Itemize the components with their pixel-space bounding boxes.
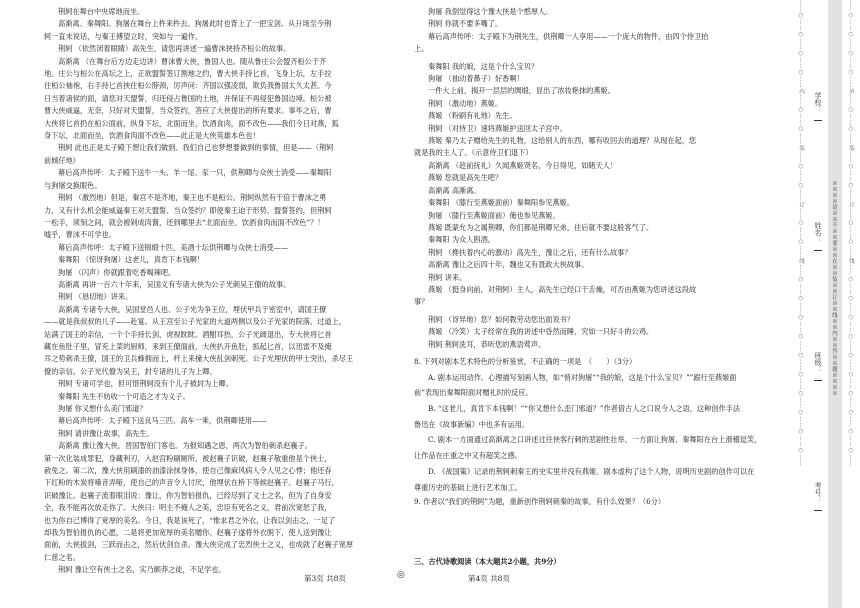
text-line: 荆轲 （讶异地）您？如何教劳动您出面说书？ bbox=[428, 314, 575, 324]
text-line: 身下坛，北面而坐，饮酒食肉面不改色——此正是大侠英雄本色也！ bbox=[44, 131, 260, 141]
binding-inner-dash-line bbox=[794, 0, 808, 608]
label-school: 学校： bbox=[814, 92, 822, 113]
text-line: 面前，大侠拔剑，三跃而击之，然后伏剑自杀。豫大侠完成了忠烈侠士之义，也成就了赵襄子宽厚 bbox=[44, 540, 354, 550]
inner-dash-text: ……○……○……○……○……内……○……○……装……○……○……订……○……○……线……○……○……○……○……○……○……○……○……○……○…… bbox=[798, 0, 804, 467]
outer-dash-text: ……○……○……○……○……外……○……○……装……○……○……订……○……○……线……○……○……○……○……○……○……○……○……○……○…… bbox=[848, 0, 854, 467]
text-line: 高渐离 （在舞台后方边走边讲）曹沫曹大侠，鲁国人也。随从鲁庄公会盟齐桓公于齐 bbox=[58, 56, 327, 66]
text-line: 荆轲 此也正是太子殿下想让我们做到、我们自己也梦想要做到的事情，但是——（荆轲 bbox=[58, 143, 334, 153]
text-line: 狗屠 （抽动着鼻子）好香啊！ bbox=[428, 74, 524, 84]
text-line: 仁慈之名。 bbox=[44, 552, 80, 562]
text-line: 僚的亲信。公子光代僚为吴王，封专诸的儿子为上卿。 bbox=[44, 366, 217, 376]
page-number-right: 第4页 共8页 bbox=[468, 574, 510, 583]
label-exam-number: 考号： bbox=[814, 482, 822, 503]
text-line: 与狗屠交换眼色。 bbox=[44, 180, 102, 190]
text-line: 第一次化装成罪犯，身藏利刃，入赵宫粉刷厕所，被赵襄子识破，赵襄子敬重他是个侠士， bbox=[44, 453, 332, 463]
text-line: 识破豫让。赵襄子流着眼泪说：豫让，你为智伯报仇，已经尽到了义士之名，但为了自身安 bbox=[44, 490, 332, 500]
question-line: C. 剧本一方面通过高渐离之口讲述过往侠客行刺的悲剧性壮举，一方面让狗屠、秦舞阳在台上滑稽逗笑， bbox=[428, 435, 762, 445]
text-line: 前倾仔地） bbox=[44, 155, 80, 165]
text-line: 轲一直未说话，与秦王傅望立时，突如与一遍作。 bbox=[44, 31, 203, 41]
text-line: 一件大上前，揭开一层层的绸缎，显出了浓妆艳抹的燕姬。 bbox=[428, 86, 615, 96]
text-line: 日当着诸侯的面，请您对天盟誓，归还侵占鲁国的土地，并保证不再侵犯鲁国边境。桓公被 bbox=[44, 93, 332, 103]
text-line: 赦免之。第二次，豫大侠用刷漆的油漆涂抹身体，使自己像麻风病人令人见之心悸；他还吞 bbox=[44, 466, 332, 476]
text-line: 高渐离 再讲一百六十年来，吴国义有专诸大侠为公子光刺吴王僚的故事。 bbox=[58, 279, 291, 289]
text-line: 狗屠 （膝行至燕姬面前）俺也参见燕姬。 bbox=[428, 210, 560, 220]
question-line: 前”表现出秦舞阳面对赠礼时的反应。 bbox=[414, 388, 533, 398]
text-line: 燕姬 秦乃太子赠给先生的礼物，这给别人的东西，哪有收回去的道理？从现在起，您 bbox=[428, 136, 697, 146]
text-line: 幕后高声传呼：太子殿下送锦缎十匹、美酒十坛供荆卿与众侠士消受—— bbox=[58, 242, 289, 252]
text-line: 秦舞阳 （惊讶狗屠）这老儿，真肯下本钱啊！ bbox=[58, 255, 205, 265]
text-line: 事？ bbox=[414, 297, 429, 307]
text-line: 荆轲在舞台中央席地而坐。 bbox=[58, 7, 145, 16]
text-line: 下红粉的木炭将嗓音弄哑，使自己的声音令人讨厌，他埋伏在桥下等候赵襄子。赵襄子马行， bbox=[44, 478, 339, 488]
text-line: 荆轲 （激烈地）但是，秦宫不是齐地，秦王也不是桓公。荆轲纵然有干倍于曹沫之勇 bbox=[58, 193, 327, 203]
text-line: 大侠将匕首扔在桓公面前，纵身下坛，北面而坐，饮酒食肉，面不改色——我们今日对燕，狐 bbox=[44, 118, 339, 128]
left-column bbox=[44, 6, 406, 577]
text-line: 荆轲 （搀扶着内心的激动）高先生，豫让之后，还有什么故事？ bbox=[428, 247, 632, 257]
text-line: 藏在鱼肚子里，冒充上菜的厨师，来到王僚面前，大侠扒开鱼肚，抓起匕首，以迅雷不及掩 bbox=[44, 341, 332, 351]
text-line: 燕姬 （粉刷有礼地）先生。 bbox=[428, 111, 517, 121]
text-line: 荆轲 （激动地）燕姬。 bbox=[428, 98, 503, 108]
text-line: 荆轲 专诸可学也，但可惜荆轲没有个儿子被封为上卿。 bbox=[58, 379, 233, 389]
label-name: 姓名： bbox=[814, 222, 822, 243]
page-number-left: 第3页 共8页 bbox=[304, 574, 346, 583]
label-class: 班级： bbox=[814, 352, 822, 373]
text-line: 高渐离 豫让豫大侠，晋国智伯门客也。为报知遇之恩，两次为智伯刺杀赵襄子。 bbox=[58, 441, 312, 451]
question-line: A. 剧本运用动作、心理描写刻画人物，如“悄对狗屠”“我的娘，这是个什么宝贝？””跟行至燕姬面 bbox=[428, 372, 737, 382]
text-line: 高渐离 专诸专大侠，吴国堂邑人也。公子光为争王位，埋伏甲兵于密室中，请国王僚 bbox=[58, 304, 327, 314]
text-line: 幕后高声传呼：太子殿下为荆先生，供荆卿一人享用——一个庞大的物件，由四个侍卫抬 bbox=[428, 31, 709, 41]
questions-block bbox=[414, 356, 770, 512]
question-line: 9. 作者以“我们的荆轲”为题，重新创作荆轲刺秦的故事，有什么效果？（6分） bbox=[414, 496, 666, 506]
text-line: 荆轲 （依然闭着眼睛）高先生，请您再讲述一遍曹沫挟持齐桓公的故事。 bbox=[58, 44, 291, 54]
binding-hole-mark: ◎ bbox=[397, 570, 405, 580]
text-line: 也为你自己博得了宽厚的美名。今日，我是该死了，“惟求君之外衣，让我以剑击之，一足了 bbox=[44, 515, 336, 525]
right-column bbox=[414, 6, 770, 568]
text-line: 嘘乎，曹沫不可学也。 bbox=[44, 230, 116, 240]
text-line: 高渐离 豫让之后四十年，魏也又有聂政大侠故事。 bbox=[428, 260, 589, 270]
question-line: 尊重历史的基础上进行艺术加工。 bbox=[414, 482, 522, 492]
text-line: 耳之势刺杀王僚，国王的卫兵蜂拥而上，杆上来撞大侠乱剑刺死。公子光埋伏的甲士突出，杀尽王 bbox=[44, 354, 354, 364]
question-line: D. 《战国策》记录的荆轲刺秦王的史实里并没有燕姬。剧本虚构了这个人物，说明历史剧的创作可以在 bbox=[428, 466, 755, 476]
text-line: 曹大侠威逼，无奈，只好对天盟誓，当众签约，答应了大侠提出的所有要求。事毕之后，曹 bbox=[44, 106, 332, 116]
text-line: 荆轲 （对侍卫）速将燕姬护送回太子宫中。 bbox=[428, 123, 567, 133]
underline bbox=[814, 120, 822, 121]
underline bbox=[814, 380, 822, 381]
text-line: 一松手，须刻之间，就会被剁成肉酱，还到哪里去“北面而坐、饮酒食肉而面不改色”？！ bbox=[44, 217, 325, 227]
question-line: 鲁迅在《故事新编》中也多有运用。 bbox=[414, 419, 530, 429]
text-line: 燕姬 （冷笑）太子经常在我的讲述中昏然而睡，究如一只好斗的公鸡。 bbox=[428, 327, 654, 337]
text-line: 住桓公袖袍，右手持匕首挟住桓公脖颈，厉声问：齐国以强凌弱，欺负我鲁国太久太甚。今 bbox=[44, 81, 332, 91]
underline bbox=[814, 510, 822, 511]
text-line: 却我为智伯报仇的心愿，二是将更加宽厚的美名赠你。赵襄子遂将外衣脱下，使人送到豫让 bbox=[44, 528, 332, 538]
text-line: 荆轲 讲来。 bbox=[428, 272, 467, 282]
text-line: 荆轲 豫让空有侠士之名，实乃颇莽之徒，不足学也。 bbox=[58, 565, 226, 575]
text-line: 地。庄公与桓公在高坛之上，正欲盟誓签订割地之约，曹大侠手持匕首，飞身上坛，左手拉 bbox=[44, 69, 332, 79]
text-line: 狗屠 （闪声）你就跟着吃香喝辣吧。 bbox=[58, 267, 176, 277]
text-line: 幕后高声传呼：太子殿下送牛一头、羊一尾、豕一只，供荆卿与众侠士消受——秦舞阳 bbox=[58, 168, 332, 178]
text-line: 燕姬 您就是高先生吧？ bbox=[428, 173, 503, 183]
text-line: 秦舞阳 为众人斟酒。 bbox=[428, 235, 495, 245]
text-line: 力，又有什么机会能威逼秦王对天盟誓、当众签约？即使秦王迫于形势，盟誓签约，但荆轲 bbox=[44, 205, 332, 215]
text-line: 燕姬 （挺身向前，对荆轲）主人，高先生已经口干舌燥，可否由燕姬为您讲述这段故 bbox=[428, 284, 697, 294]
text-line: 燕姬 既蒙允为之属荆卿，你们都是荆卿兄弟，往后就不要这般客气了。 bbox=[428, 222, 654, 232]
binding-outer-dash-line bbox=[844, 0, 858, 608]
text-line: ——就是我叔叔的儿子——赴宴。从王宫至公子光家的大道两侧以及公子光家的院落、过道上， bbox=[44, 317, 346, 327]
text-line: 高渐离、秦舞阳。狗屠在舞台上杵来杵去。狗屠此时也背上了一把宝剑。从升场至今荆 bbox=[58, 19, 332, 29]
text-line: 秦舞阳 （膝行至燕姬面前）秦舞阳参见燕姬。 bbox=[428, 198, 575, 208]
text-line: 秦舞阳 先生不妨收一个可造之才为义子。 bbox=[58, 391, 190, 401]
text-line: 荆轲 荆轲洗耳，恭听您的燕语莺声。 bbox=[428, 339, 546, 349]
question-line: 8. 下列对剧本艺术特色的分析鉴赏，不正确的一项是 （ ）（3分） bbox=[414, 356, 637, 366]
text-line: 高渐离 （趁前抚礼）久闻燕姬贤名，今日得见，如睹天人！ bbox=[428, 160, 618, 170]
binding-warning-stripe bbox=[828, 0, 842, 608]
warning-text: ※※※※请※※不※※要※※在※※装※※订※※线※※内※※答※※题※※※※ bbox=[831, 180, 837, 396]
text-line: 秦舞阳 我的娘，这是个什么宝贝？ bbox=[428, 61, 539, 71]
text-line: 站满了国王的亲信，一个个手持长剑，虎视眈眈。酒酣耳热，公子光阔退出，专大侠将匕首 bbox=[44, 329, 332, 339]
text-line: 荆轲 你就不要多嘴了。 bbox=[428, 19, 503, 29]
text-line: 就是我的主人了。（示意侍卫们退下） bbox=[414, 148, 533, 158]
text-line: 全，我不能再次放走你了。大侠曰：明主不掩人之美，忠臣有死名之义，君前次宽恕了我， bbox=[44, 503, 332, 513]
text-line: 幕后高声传呼：太子殿下送良马三匹、高车一乘，供荆卿使用—— bbox=[58, 416, 267, 426]
text-line: 荆轲 （恳切地）讲来。 bbox=[58, 292, 133, 302]
section-heading: 三、古代诗歌阅读（本大题共2小题，共9分） bbox=[414, 556, 561, 566]
text-line: 狗屠 我倒觉得这个豫大侠是个憨厚人。 bbox=[428, 7, 553, 16]
text-line: 高渐离 高渐离。 bbox=[428, 185, 481, 195]
text-line: 狗屠 你又想什么美门邪道？ bbox=[58, 404, 147, 413]
question-line: B. “这老儿，真肯下本钱啊！”“你又想什么歪门邪道？”作者借古人之口说今人之语，这种创作手法 bbox=[428, 404, 741, 414]
question-line: 让作品在庄重之中又有超笑之感。 bbox=[414, 451, 522, 461]
text-line: 荆轲 请讲豫让故事，高先生。 bbox=[58, 428, 154, 438]
text-line: 上。 bbox=[414, 44, 429, 54]
underline bbox=[814, 250, 822, 251]
